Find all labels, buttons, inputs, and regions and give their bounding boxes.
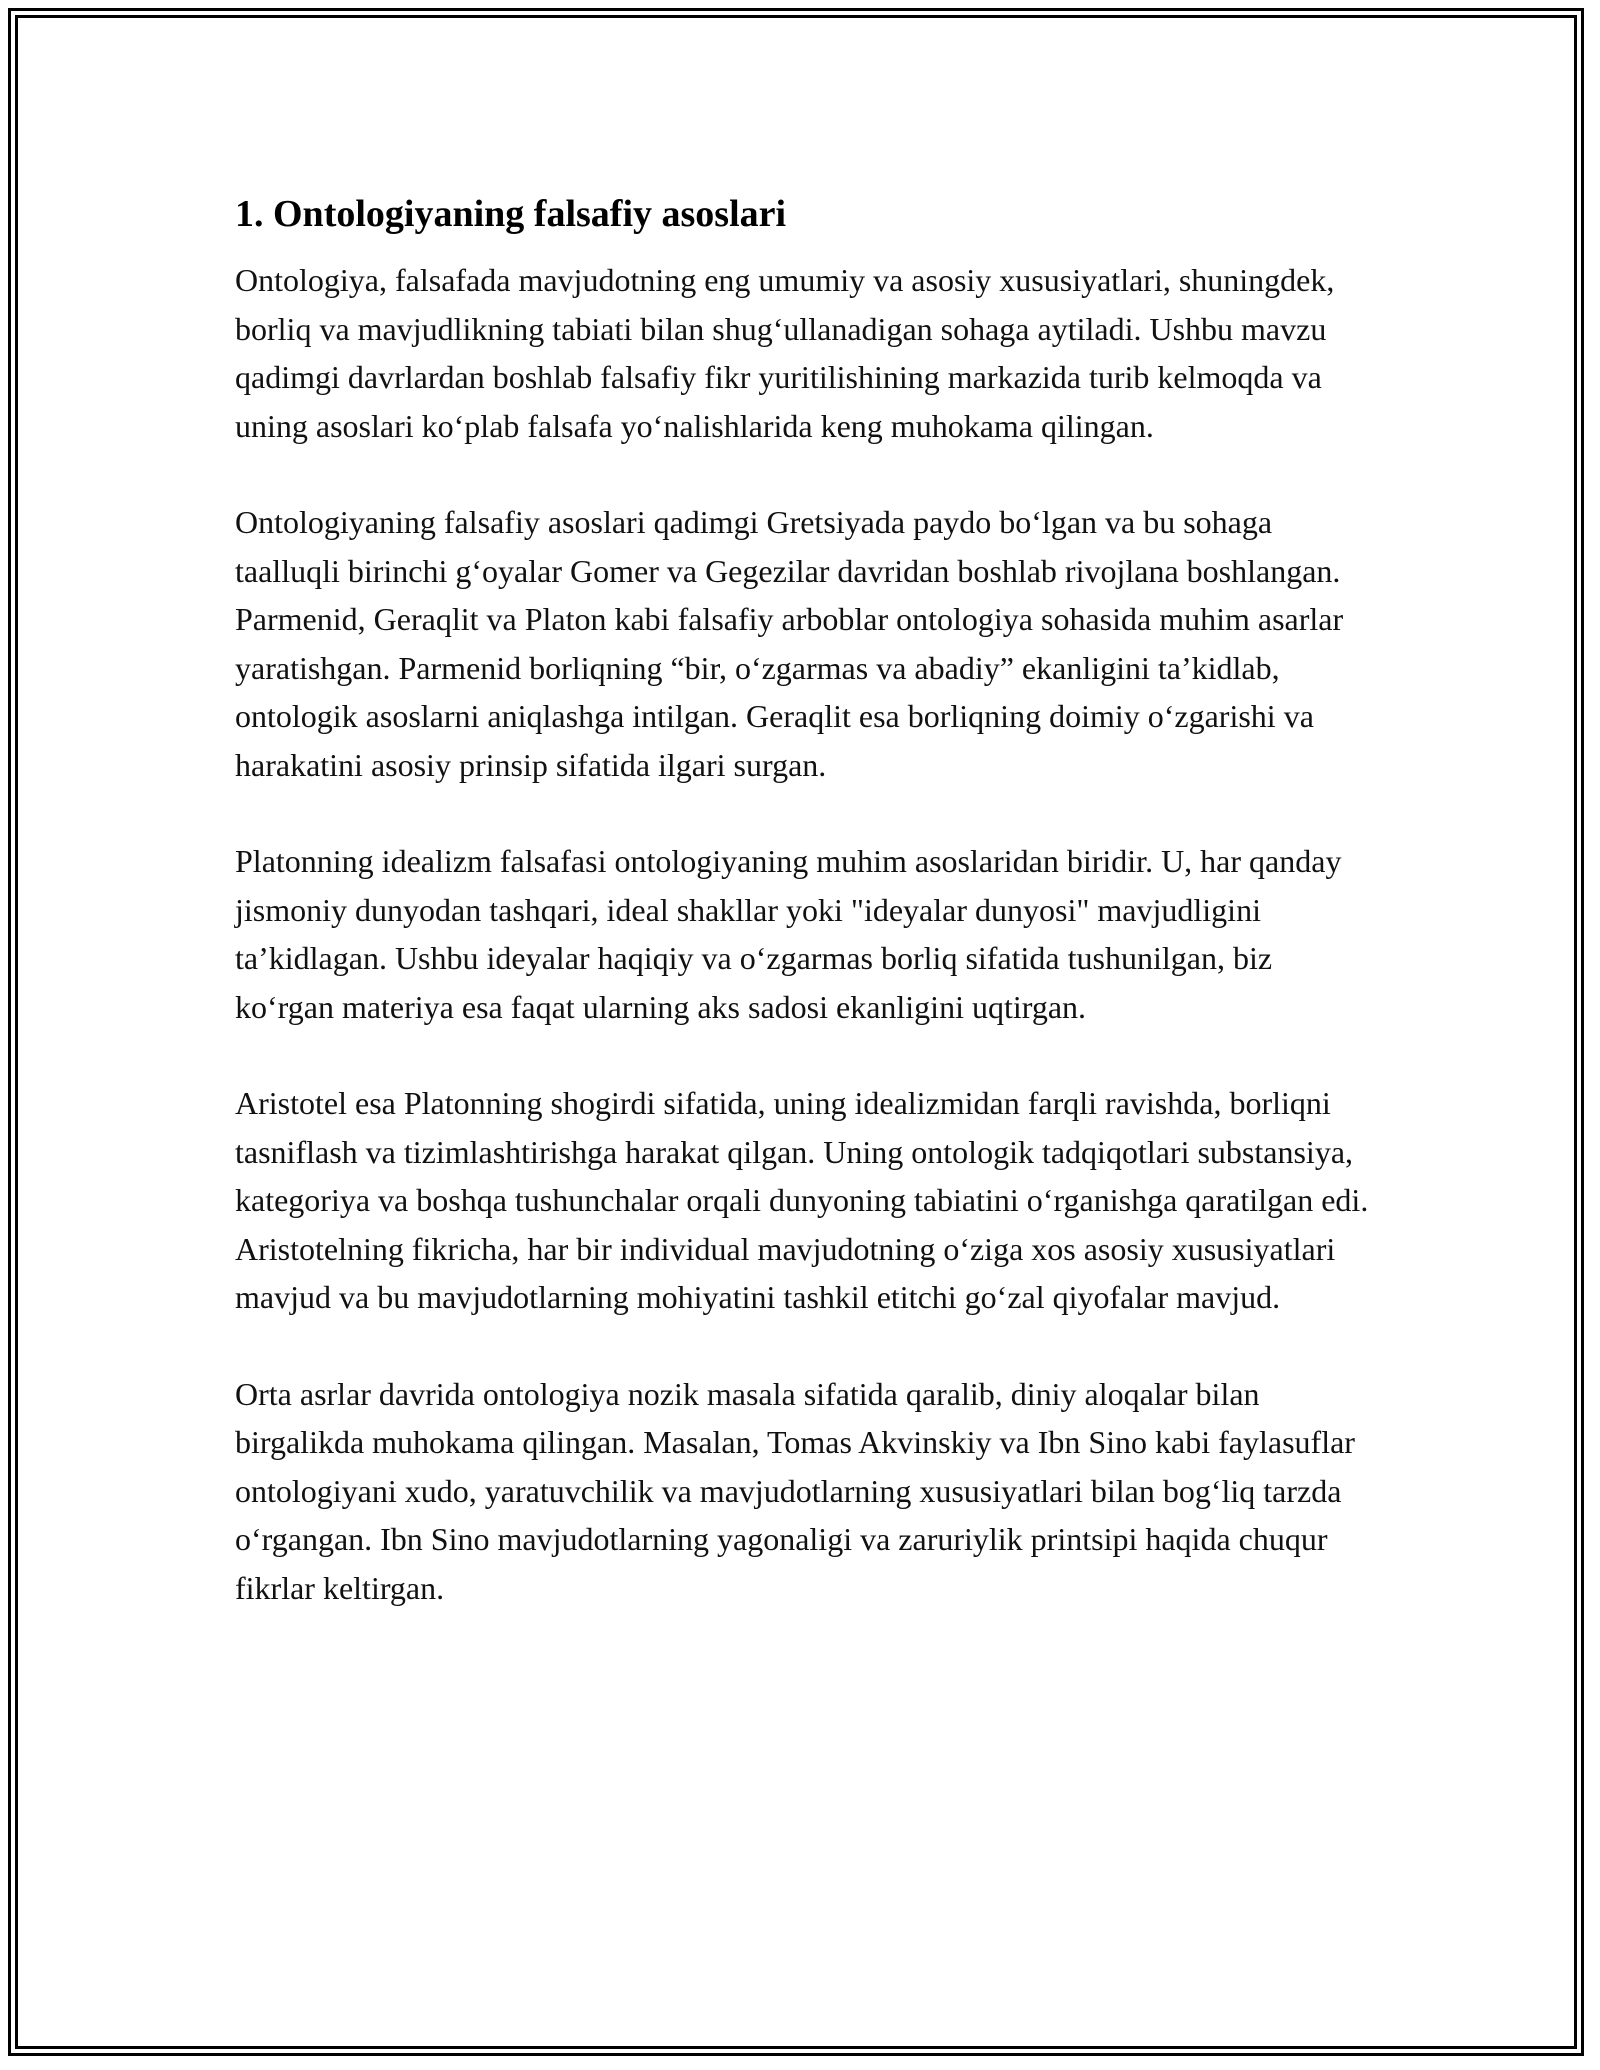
section-heading: 1. Ontologiyaning falsafiy asoslari [235, 193, 787, 235]
paragraph-ancient-greece: Ontologiyaning falsafiy asoslari qadimgi Gretsiyada paydo bo‘lgan va bu sohaga taalluqli birinchi g‘oyalar Gomer va Gegezilar davridan boshlab rivojlana boshlangan. Parmenid, Geraqlit va Platon kabi falsafiy arboblar ontologiya sohasida muhim asarlar yaratishgan. Parmenid borliqning “bir, o‘zgarmas va abadiy” ekanligini ta’kidlab, ontologik asoslarni aniqlashga intilgan. Geraqlit esa borliqning doimiy o‘zgarishi va harakatini asosiy prinsip sifatida ilgari surgan. [235, 504, 1344, 783]
paragraph-aristotle: Aristotel esa Platonning shogirdi sifatida, uning idealizmidan farqli ravishda, borliqni tasniflash va tizimlashtirishga harakat qilgan. Uning ontologik tadqiqotlari substansiya, kategoriya va boshqa tushunchalar orqali dunyoning tabiatini o‘rganishga qaratilgan edi. Aristotelning fikricha, har bir individual mavjudotning o‘ziga xos asosiy xususiyatlari mavjud va bu mavjudotlarning mohiyatini tashkil etitchi go‘zal qiyofalar mavjud. [235, 1085, 1369, 1315]
paragraph-plato: Platonning idealizm falsafasi ontologiyaning muhim asoslaridan biridir. U, har qanday jismoniy dunyodan tashqari, ideal shakllar yoki "ideyalar dunyosi" mavjudligini ta’kidlagan. Ushbu ideyalar haqiqiy va o‘zgarmas borliq sifatida tushunilgan, biz ko‘rgan materiya esa faqat ularning aks sadosi ekanligini uqtirgan. [235, 843, 1342, 1025]
paragraph-middle-ages: Orta asrlar davrida ontologiya nozik masala sifatida qaralib, diniy aloqalar bilan birgalikda muhokama qilingan. Masalan, Tomas Akvinskiy va Ibn Sino kabi faylasuflar ontologiyani xudo, yaratuvchilik va mavjudotlarning xususiyatlari bilan bog‘liq tarzda o‘rgangan. Ibn Sino mavjudotlarning yagonaligi va zaruriylik printsipi haqida chuqur fikrlar keltirgan. [235, 1375, 1355, 1606]
document-body [235, 186, 1375, 1660]
paragraph-ontology-definition: Ontologiya, falsafada mavjudotning eng umumiy va asosiy xususiyatlari, shuningdek, borliq va mavjudlikning tabiati bilan shug‘ullanadigan sohaga aytiladi. Ushbu mavzu qadimgi davrlardan boshlab falsafiy fikr yuritilishining markazida turib kelmoqda va uning asoslari ko‘plab falsafa yo‘nalishlarida keng muhokama qilingan. [235, 262, 1335, 444]
